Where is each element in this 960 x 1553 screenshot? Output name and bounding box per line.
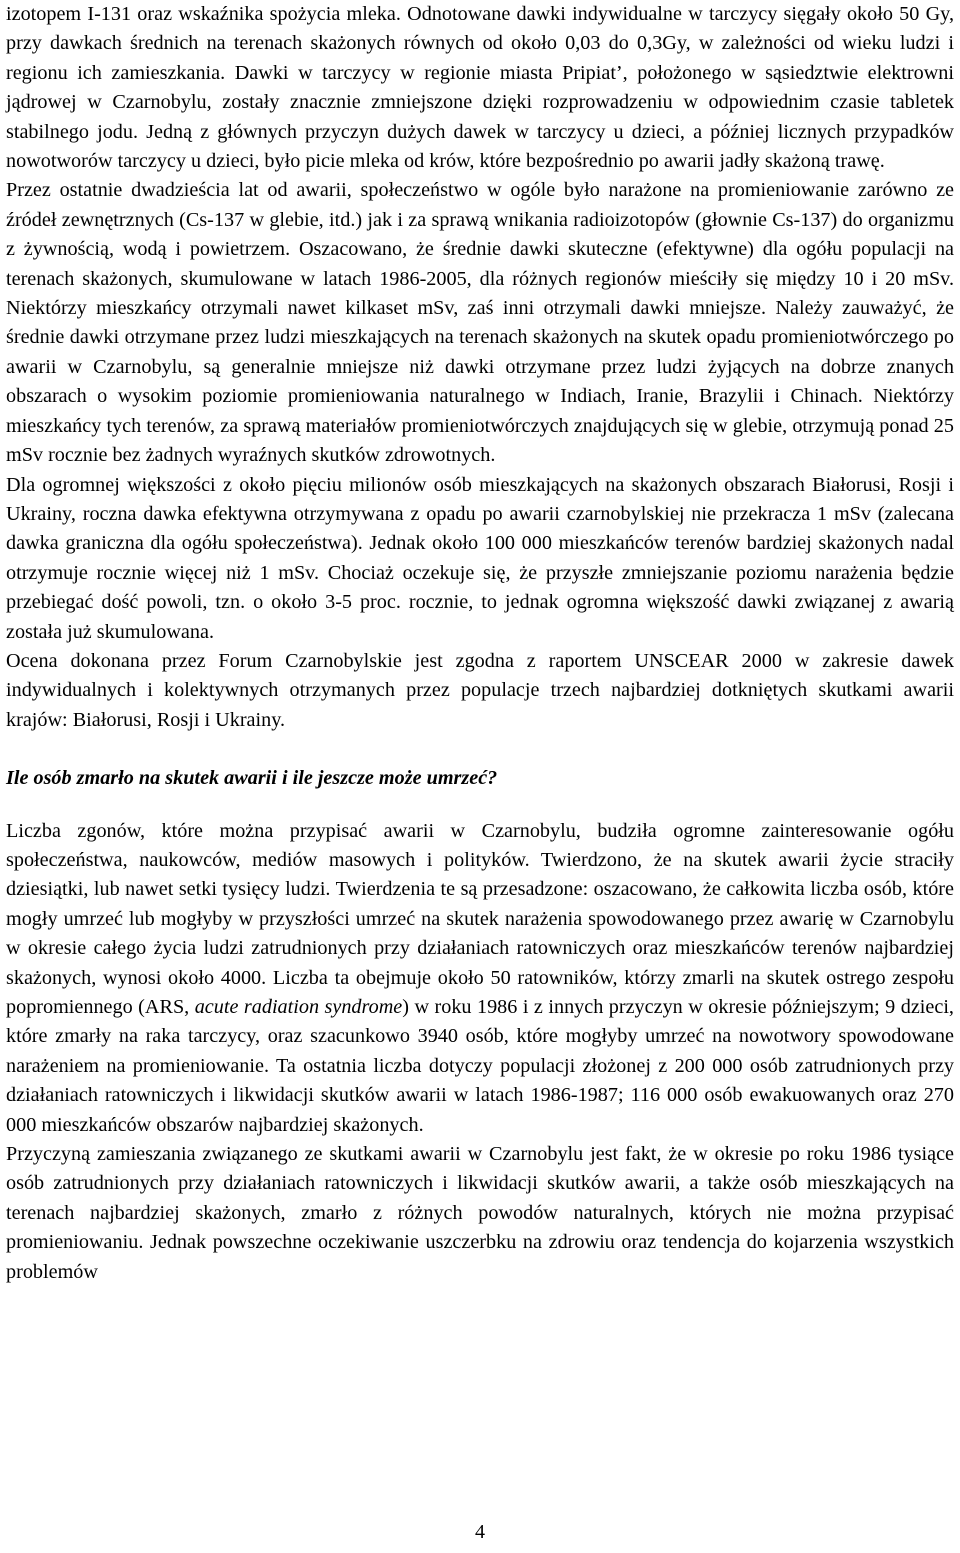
- body-paragraph: Przez ostatnie dwadzieścia lat od awarii, społeczeństwo w ogóle było narażone na promieniowanie zarówno ze źródeł zewnętrznych (Cs-137 w glebie, itd.) jak i za sprawą wnikania radioizotopów (głownie Cs-137) do organizmu z żywnością, wodą i powietrzem. Oszacowano, że średnie dawki skuteczne (efektywne) dla ogółu populacji na terenach skażonych, skumulowane w latach 1986-2005, dla różnych regionów mieściły się między 10 i 20 mSv. Niektórzy mieszkańcy otrzymali nawet kilkaset mSv, zaś inni otrzymali dawki mniejsze. Należy zauważyć, że średnie dawki otrzymane przez ludzi mieszkających na terenach skażonych na skutek opadu promieniotwórczego po awarii w Czarnobylu, są generalnie mniejsze niż dawki otrzymane przez ludzi żyjących na dobrze znanych obszarach o wysokim poziomie promieniowania naturalnego w Indiach, Iranie, Brazylii i Chinach. Niektórzy mieszkańcy tych terenów, za sprawą materiałów promieniotwórczych znajdujących się w glebie, otrzymują ponad 25 mSv rocznie bez żadnych wyraźnych skutków zdrowotnych.: [6, 179, 954, 467]
- body-paragraph: [6, 817, 954, 1140]
- italic-term: acute radiation syndrome: [194, 996, 403, 1018]
- paragraph-text: Liczba zgonów, które można przypisać awarii w Czarnobylu, budziła ogromne zainteresowanie ogółu społeczeństwa, naukowców, mediów masowych i polityków. Twierdzono, że na skutek awarii życie straciły dziesiątki, lub nawet setki tysięcy ludzi. Twierdzenia te są przesadzone: oszacowano, że całkowita liczba osób, które mogły umrzeć lub mogłyby w przyszłości umrzeć na skutek narażenia spowodowanego przez awarię w Czarnobylu w okresie całego życia ludzi zatrudnionych przy działaniach ratowniczych oraz mieszkańców terenów najbardziej skażonych, wynosi około 4000. Liczba ta obejmuje około 50 ratowników, którzy zmarli na skutek ostrego zespołu popromiennego (ARS,: [6, 819, 954, 1018]
- body-paragraph: Przyczyną zamieszania związanego ze skutkami awarii w Czarnobylu jest fakt, że w okresie po roku 1986 tysiące osób zatrudnionych przy działaniach ratowniczych i likwidacji skutków awarii, a także osób mieszkających na terenach najbardziej skażonych, zmarło z różnych powodów naturalnych, których nie można przypisać promieniowaniu. Jednak powszechne oczekiwanie uszczerbku na zdrowiu oraz tendencja do kojarzenia wszystkich problemów: [6, 1143, 954, 1283]
- page-number: 4: [475, 1521, 485, 1543]
- body-paragraph: Ocena dokonana przez Forum Czarnobylskie jest zgodna z raportem UNSCEAR 2000 w zakresie dawek indywidualnych i kolektywnych otrzymanych przez populacje trzech najbardziej dotkniętych skutkami awarii krajów: Białorusi, Rosji i Ukrainy.: [6, 649, 954, 731]
- paragraph-text: ) w roku 1986 i z innych przyczyn w okresie późniejszym; 9 dzieci, które zmarły na raka tarczycy, oraz szacunkowo 3940 osób, które mogłyby umrzeć na nowotwory spowodowane narażeniem na promieniowanie. Ta ostatnia liczba dotyczy populacji złożonej z 200 000 osób zatrudnionych przy działaniach ratowniczych i likwidacji skutków awarii w latach 1986-1987; 116 000 osób ewakuowanych oraz 270 000 mieszkańców obszarów najbardziej skażonych.: [6, 996, 954, 1136]
- body-paragraph: Dla ogromnej większości z około pięciu milionów osób mieszkających na skażonych obszarach Białorusi, Rosji i Ukrainy, roczna dawka efektywna otrzymywana z opadu po awarii czarnobylskiej nie przekracza 1 mSv (zalecana dawka graniczna dla ogółu społeczeństwa). Jednak około 100 000 mieszkańców terenów bardziej skażonych nadal otrzymuje rocznie więcej niż 1 mSv. Chociaż oczekuje się, że przyszłe zmniejszanie poziomu narażenia będzie przebiegać dość powoli, tzn. o około 3-5 proc. rocznie, to jednak ogromna większość dawki związanej z awarią została już skumulowana.: [6, 473, 954, 643]
- body-paragraph: izotopem I-131 oraz wskaźnika spożycia mleka. Odnotowane dawki indywidualne w tarczycy sięgały około 50 Gy, przy dawkach średnich na terenach skażonych równych od około 0,03 do 0,3Gy, w zależności od wieku ludzi i regionu ich zamieszkania. Dawki w tarczycy w regionie miasta Pripiat’, położonego w sąsiedztwie elektrowni jądrowej w Czarnobylu, zostały znacznie zmniejszone dzięki rozprowadzeniu w odpowiednim czasie tabletek stabilnego jodu. Jedną z głównych przyczyn dużych dawek w tarczycy u dzieci, a później licznych przypadków nowotworów tarczycy u dzieci, było picie mleka od krów, które bezpośrednio po awarii jadły skażoną trawę.: [6, 3, 954, 173]
- section-heading: Ile osób zmarło na skutek awarii i ile jeszcze może umrzeć?: [6, 767, 498, 790]
- document-page: [6, 0, 954, 1287]
